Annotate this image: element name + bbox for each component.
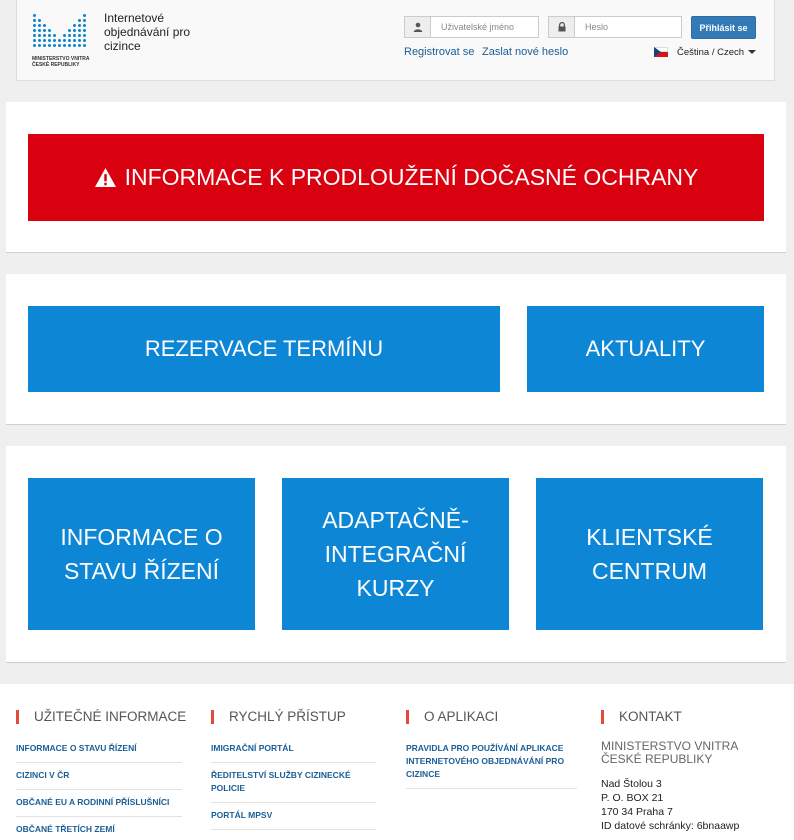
lock-icon (549, 17, 575, 37)
list-item (16, 738, 182, 763)
logo-dot (33, 34, 36, 37)
logo-dot (83, 39, 86, 42)
logo-dot (68, 44, 71, 47)
ministry-logo[interactable] (32, 12, 92, 72)
caret-down-icon (748, 50, 756, 54)
logo-dot (68, 39, 71, 42)
footer-heading: O APLIKACI (406, 708, 577, 726)
logo-dot (33, 39, 36, 42)
tile-line: STAVU ŘÍZENÍ (63, 558, 220, 584)
address-line: P. O. BOX 21 (601, 792, 664, 804)
list-item (16, 790, 182, 817)
contact-address (601, 777, 781, 833)
logo-dot (33, 24, 36, 27)
tile-line: CENTRUM (591, 558, 707, 584)
logo-dot (73, 34, 76, 37)
footer-link[interactable]: IMIGRAČNÍ PORTÁL (211, 743, 294, 753)
logo-dot (63, 44, 66, 47)
logo-dot (78, 24, 81, 27)
logo-dot (43, 34, 46, 37)
logo-mark-icon (33, 12, 89, 50)
news-tile[interactable] (527, 306, 764, 392)
logo-dot (73, 24, 76, 27)
footer-link[interactable]: OBČANÉ TŘETÍCH ZEMÍ (16, 824, 115, 834)
logo-dot (38, 34, 41, 37)
banner-label: INFORMACE K PRODLOUŽENÍ DOČASNÉ OCHRANY (124, 164, 699, 190)
logo-dot (33, 14, 36, 17)
address-line: ID datové schránky: 6bnaawp (601, 820, 740, 832)
logo-dot (78, 34, 81, 37)
logo-dot (73, 29, 76, 32)
logo-dot (78, 39, 81, 42)
logo-dot (43, 39, 46, 42)
register-link[interactable]: Registrovat se (404, 46, 475, 58)
footer-contact (601, 708, 781, 833)
footer (0, 684, 794, 840)
tile-line: KURZY (356, 575, 435, 601)
news-label: AKTUALITY (585, 336, 706, 361)
language-selector[interactable] (654, 45, 756, 59)
footer-link[interactable]: PRAVIDLA PRO POUŽÍVÁNÍ APLIKACE INTERNETOVÉHO OBJEDNÁVÁNÍ PRO CIZINCE (406, 743, 565, 779)
contact-organization: MINISTERSTVO VNITRA ČESKÉ REPUBLIKY (601, 739, 738, 766)
logo-dot (58, 39, 61, 42)
logo-dot (83, 19, 86, 22)
logo-dot (48, 29, 51, 32)
tile-line: INTEGRAČNÍ (324, 541, 467, 567)
logo-dot (33, 44, 36, 47)
footer-link[interactable]: ŘEDITELSTVÍ SLUŽBY CIZINECKÉ POLICIE (211, 770, 351, 793)
logo-dot (43, 44, 46, 47)
temporary-protection-banner[interactable] (28, 134, 764, 221)
primary-actions-panel (6, 274, 786, 425)
logo-dot (83, 34, 86, 37)
username-input[interactable] (432, 17, 537, 37)
login-button[interactable]: Přihlásit se (691, 16, 756, 39)
czech-flag-icon (654, 47, 668, 57)
logo-dot (38, 39, 41, 42)
logo-dot (63, 39, 66, 42)
client-centre-tile[interactable] (536, 478, 763, 630)
address-line: 170 34 Praha 7 (601, 806, 673, 818)
logo-dot (38, 24, 41, 27)
alert-panel (6, 102, 786, 253)
password-field (548, 16, 682, 38)
logo-dot (78, 19, 81, 22)
footer-heading: KONTAKT (601, 708, 781, 726)
list-item (16, 763, 182, 790)
tile-line: KLIENTSKÉ (586, 524, 713, 550)
logo-dot (78, 29, 81, 32)
username-field (404, 16, 539, 38)
app-title: Internetové objednávání pro cizince (104, 11, 191, 53)
logo-dot (48, 39, 51, 42)
logo-dot (53, 39, 56, 42)
logo-dot (83, 44, 86, 47)
logo-dot (33, 29, 36, 32)
language-label: Čeština / Czech (677, 46, 745, 58)
proceedings-status-tile[interactable] (28, 478, 255, 630)
logo-dot (73, 44, 76, 47)
list-item (211, 738, 376, 763)
info-tiles-panel (6, 446, 786, 663)
logo-dot (68, 29, 71, 32)
footer-heading: RYCHLÝ PŘÍSTUP (211, 708, 376, 726)
password-input[interactable] (576, 17, 680, 37)
logo-dot (73, 39, 76, 42)
footer-heading: UŽITEČNÉ INFORMACE (16, 708, 182, 726)
list-item (211, 763, 376, 803)
user-icon (405, 17, 431, 37)
logo-dot (58, 44, 61, 47)
logo-dot (83, 14, 86, 17)
footer-link[interactable]: PORTÁL MPSV (211, 810, 273, 820)
footer-link[interactable]: INFORMACE O STAVU ŘÍZENÍ (16, 743, 137, 753)
integration-courses-tile[interactable] (282, 478, 509, 630)
logo-dot (68, 34, 71, 37)
list-item (211, 803, 376, 830)
list-item (406, 738, 577, 789)
logo-dot (43, 24, 46, 27)
warning-icon (94, 167, 117, 188)
logo-dot (83, 24, 86, 27)
tile-line: ADAPTAČNĚ- (322, 507, 469, 533)
footer-quick-access (211, 708, 376, 830)
footer-useful-info (16, 708, 187, 840)
resend-password-link[interactable]: Zaslat nové heslo (482, 46, 569, 58)
logo-dot (38, 29, 41, 32)
header (16, 0, 775, 81)
footer-link[interactable]: OBČANÉ EU A RODINNÍ PŘÍSLUŠNÍCI (16, 797, 170, 807)
logo-dot (63, 34, 66, 37)
footer-about-app (406, 708, 577, 789)
logo-dot (53, 44, 56, 47)
logo-dot (78, 44, 81, 47)
logo-caption: MINISTERSTVO VNITRA ČESKÉ REPUBLIKY (32, 56, 90, 68)
reservation-tile[interactable] (28, 306, 500, 392)
logo-dot (53, 34, 56, 37)
logo-dot (33, 19, 36, 22)
logo-dot (48, 44, 51, 47)
footer-link[interactable]: CIZINCI V ČR (16, 770, 70, 780)
logo-dot (48, 34, 51, 37)
address-line: Nad Štolou 3 (601, 778, 662, 790)
logo-dot (83, 29, 86, 32)
logo-dot (43, 29, 46, 32)
reservation-label: REZERVACE TERMÍNU (144, 336, 384, 361)
logo-dot (38, 19, 41, 22)
logo-dot (38, 44, 41, 47)
list-item (16, 817, 182, 840)
tile-line: INFORMACE O (60, 524, 223, 550)
